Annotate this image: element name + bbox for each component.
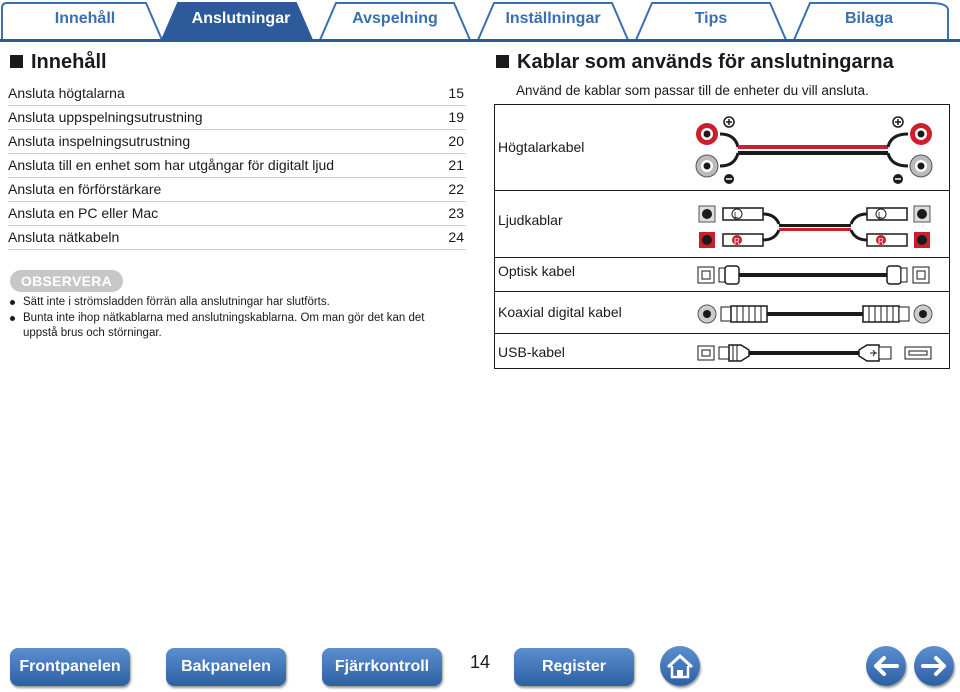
note-bullet-text: Sätt inte i strömsladden förrän alla anslutningar har slutförts. xyxy=(23,296,330,308)
back-panel-button[interactable]: Bakpanelen xyxy=(166,648,286,686)
usb-cable-icon xyxy=(695,342,935,364)
toc-item[interactable] xyxy=(8,201,466,226)
toc-item-page: 20 xyxy=(448,133,464,149)
tab-tips[interactable]: Tips xyxy=(694,10,728,27)
toc-item-page: 21 xyxy=(448,157,464,173)
toc-title: Innehåll xyxy=(31,51,107,73)
cable-row-usb xyxy=(495,334,949,370)
tab-anslutningar[interactable]: Anslutningar xyxy=(191,10,291,27)
home-button[interactable] xyxy=(660,646,700,686)
arrow-left-icon xyxy=(866,646,906,686)
note-badge: OBSERVERA xyxy=(10,270,123,292)
cable-row-speaker xyxy=(495,105,949,191)
note-bullet xyxy=(10,295,460,310)
toc-item[interactable] xyxy=(8,225,466,250)
toc-item[interactable] xyxy=(8,129,466,154)
cable-row-coaxial xyxy=(495,292,949,334)
tab-innehall[interactable]: Innehåll xyxy=(54,10,116,27)
section-marker xyxy=(496,55,509,68)
cable-label: Koaxial digital kabel xyxy=(498,304,622,320)
toc-item[interactable] xyxy=(8,177,466,202)
toc-item-text: Ansluta en förförstärkare xyxy=(8,181,162,197)
coaxial-cable-icon xyxy=(695,303,935,325)
tab-avspelning[interactable]: Avspelning xyxy=(352,10,438,27)
front-panel-button[interactable]: Frontpanelen xyxy=(10,648,130,686)
tab-bar xyxy=(0,0,960,44)
home-icon xyxy=(660,646,700,686)
cable-label: Ljudkablar xyxy=(498,212,563,228)
toc-item-page: 23 xyxy=(448,205,464,221)
cable-row-optical xyxy=(495,258,949,292)
index-button[interactable]: Register xyxy=(514,648,634,686)
toc-item-page: 24 xyxy=(448,229,464,245)
optical-cable-icon xyxy=(695,264,935,288)
toc-item[interactable] xyxy=(8,153,466,178)
cable-table xyxy=(494,104,950,369)
svg-text:L: L xyxy=(734,211,739,220)
tab-installningar[interactable]: Inställningar xyxy=(505,10,601,27)
toc-item-text: Ansluta inspelningsutrustning xyxy=(8,133,191,149)
bullet-dot xyxy=(10,316,15,321)
next-page-button[interactable] xyxy=(914,646,954,686)
svg-text:R: R xyxy=(878,237,884,246)
cable-label: Optisk kabel xyxy=(498,263,576,279)
toc-item[interactable] xyxy=(8,105,466,130)
audio-cable-icon xyxy=(693,197,937,253)
svg-text:L: L xyxy=(878,211,883,220)
toc-item-text: Ansluta till en enhet som har utgångar för digitalt ljud xyxy=(8,157,335,173)
toc-item-page: 22 xyxy=(448,181,464,197)
section-marker xyxy=(10,55,23,68)
tab-bilaga[interactable]: Bilaga xyxy=(844,10,893,27)
toc-item-text: Ansluta högtalarna xyxy=(8,85,125,101)
speaker-cable-icon xyxy=(690,113,938,185)
remote-button[interactable]: Fjärrkontroll xyxy=(322,648,442,686)
arrow-right-icon xyxy=(914,646,954,686)
toc-item-text: Ansluta uppspelningsutrustning xyxy=(8,109,203,125)
note-bullet xyxy=(10,311,460,341)
cables-title: Kablar som används för anslutningarna xyxy=(517,51,894,73)
note-bullet-text: Bunta inte ihop nätkablarna med anslutningskablarna. Om man gör det kan det uppstå brus och störningar. xyxy=(23,312,425,339)
bullet-dot xyxy=(10,300,15,305)
cables-subtitle: Använd de kablar som passar till de enheter du vill ansluta. xyxy=(516,83,869,98)
page-number: 14 xyxy=(469,652,491,672)
svg-text:R: R xyxy=(734,237,740,246)
toc-item-page: 19 xyxy=(448,109,464,125)
cable-label: Högtalarkabel xyxy=(498,139,585,155)
toc-item-text: Ansluta nätkabeln xyxy=(8,229,120,245)
toc-item[interactable] xyxy=(8,81,466,106)
toc-item-page: 15 xyxy=(448,85,464,101)
cable-label: USB-kabel xyxy=(498,344,565,360)
previous-page-button[interactable] xyxy=(866,646,906,686)
cable-row-audio xyxy=(495,191,949,258)
toc-item-text: Ansluta en PC eller Mac xyxy=(8,205,159,221)
